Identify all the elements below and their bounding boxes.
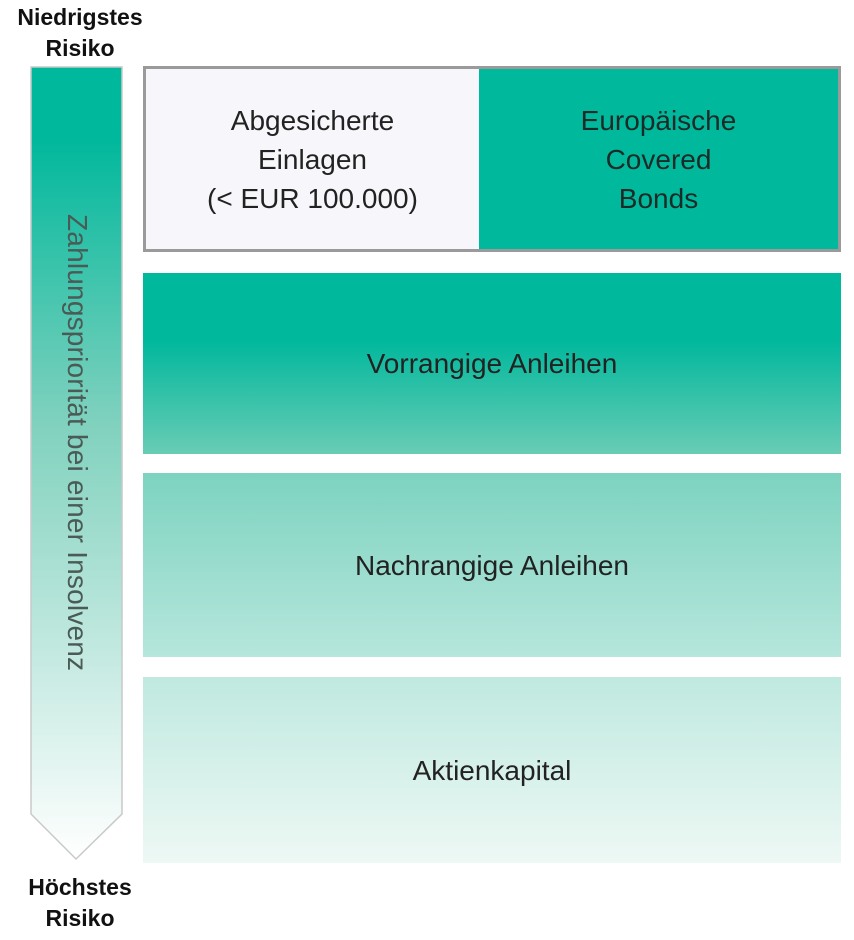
senior-bonds-label: Vorrangige Anleihen	[366, 348, 618, 379]
highest-risk-label	[0, 872, 160, 934]
lowest-risk-label-line1: Niedrigstes	[17, 4, 143, 30]
equity-box	[143, 677, 841, 863]
insured-deposits-line3: (< EUR 100.000)	[207, 182, 418, 214]
top-tier-group	[143, 66, 841, 252]
subordinated-bonds-box	[143, 473, 841, 657]
lowest-risk-label-line2: Risiko	[45, 35, 115, 61]
covered-bonds-line1: Europäische	[580, 104, 737, 136]
lowest-risk-label	[0, 2, 160, 64]
subordinated-bonds-label: Nachrangige Anleihen	[355, 549, 629, 581]
senior-bonds-box	[143, 273, 841, 454]
insured-deposits-line2: Einlagen	[258, 143, 367, 175]
equity-label: Aktienkapital	[412, 754, 572, 786]
payment-priority-arrow	[30, 66, 124, 861]
covered-bonds-line3: Bonds	[618, 182, 699, 214]
insured-deposits-box	[146, 69, 479, 249]
covered-bonds-line2: Covered	[605, 143, 712, 175]
highest-risk-label-line1: Höchstes	[28, 874, 132, 900]
highest-risk-label-line2: Risiko	[45, 905, 115, 931]
insured-deposits-line1: Abgesicherte	[230, 104, 395, 136]
covered-bonds-box	[479, 69, 838, 249]
arrow-label: Zahlungspriorität bei einer Insolvenz	[62, 214, 93, 672]
